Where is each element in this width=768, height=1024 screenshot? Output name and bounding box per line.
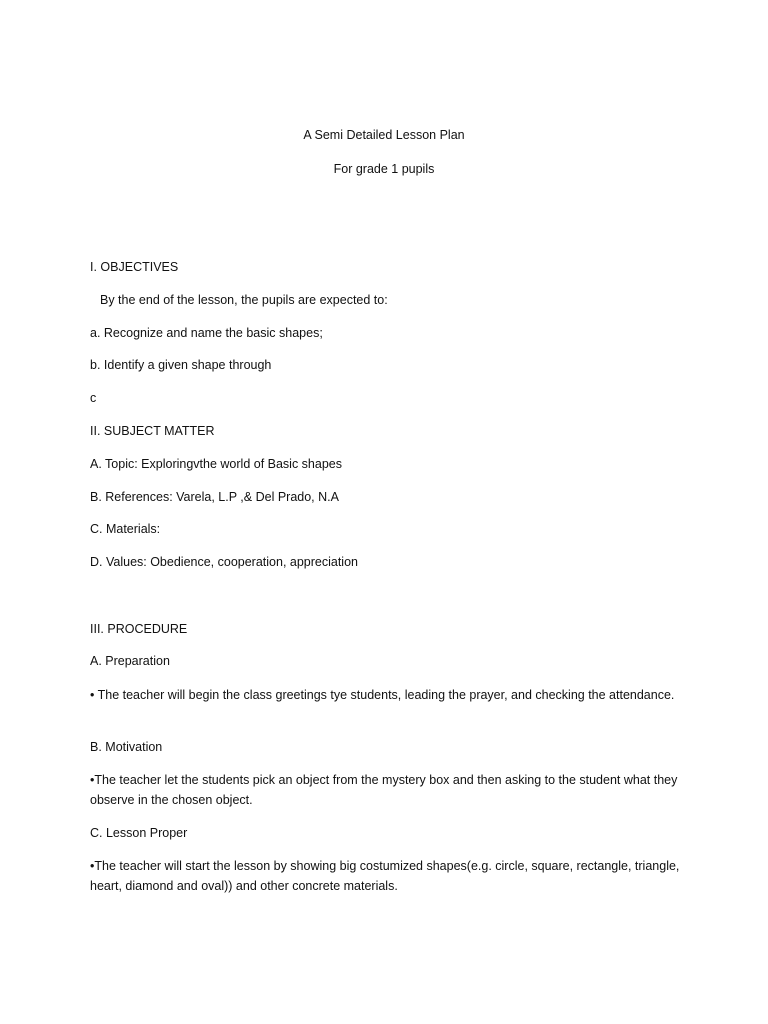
subject-references: B. References: Varela, L.P ,& Del Prado, N.A	[90, 490, 339, 504]
lesson-proper-heading: C. Lesson Proper	[90, 826, 188, 840]
subject-matter-heading: II. SUBJECT MATTER	[90, 424, 215, 438]
document-subtitle: For grade 1 pupils	[333, 162, 435, 176]
motivation-heading: B. Motivation	[90, 740, 163, 754]
objective-item-c: c	[90, 391, 97, 405]
lesson-proper-text: •The teacher will start the lesson by showing big costumized shapes(e.g. circle, square, rectangle, triangle, heart, diamond and oval)) and other concrete materials.	[90, 859, 680, 893]
subject-materials: C. Materials:	[90, 522, 161, 536]
objectives-heading: I. OBJECTIVES	[90, 260, 179, 274]
objective-item-a: a. Recognize and name the basic shapes;	[90, 326, 323, 340]
objectives-intro: By the end of the lesson, the pupils are expected to:	[100, 293, 388, 307]
preparation-text: • The teacher will begin the class greetings tye students, leading the prayer, and checking the attendance.	[90, 688, 675, 702]
subject-topic: A. Topic: Exploringvthe world of Basic shapes	[90, 457, 342, 471]
motivation-text: •The teacher let the students pick an object from the mystery box and then asking to the student what they observe in the chosen object.	[90, 773, 678, 807]
preparation-heading: A. Preparation	[90, 654, 170, 668]
subject-values: D. Values: Obedience, cooperation, appreciation	[90, 555, 358, 569]
document-title: A Semi Detailed Lesson Plan	[303, 128, 465, 142]
objective-item-b: b. Identify a given shape through	[90, 358, 272, 372]
procedure-heading: III. PROCEDURE	[90, 622, 188, 636]
